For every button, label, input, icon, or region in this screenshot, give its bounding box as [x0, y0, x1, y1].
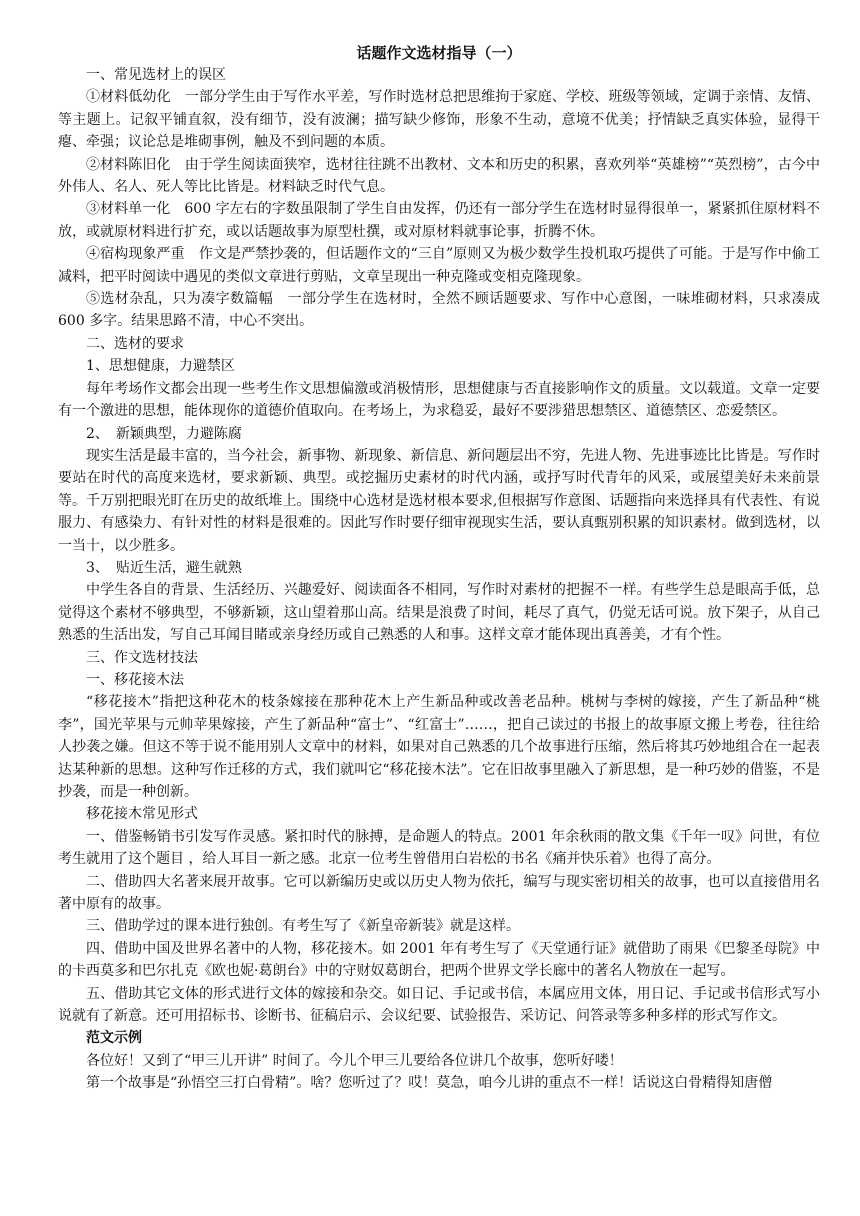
paragraph-form-5: 五、借助其它文体的形式进行文体的嫁接和杂交。如日记、手记或书信，本属应用文体，用日记、手记或书信形式写小说就有了新意。还可用招标书、诊断书、征稿启示、会议纪要、试验报告、采访记、问答录等多种多样的形式写作文。 — [58, 985, 820, 1025]
paragraph-mistake-3: ③材料单一化 600 字左右的字数虽限制了学生自由发挥，仍还有一部分学生在选材时显得很单一，紧紧抓住原材料不放，或就原材料进行扩充，或以话题故事为原型杜撰，或对原材料就事论事，折腾不休。 — [58, 201, 820, 240]
paragraph-example-1: 各位好！又到了“甲三儿开讲” 时间了。今儿个甲三儿要给各位讲几个故事，您听好喽！ — [86, 1052, 623, 1069]
paragraph-requirement-2: 现实生活是最丰富的，当今社会，新事物、新现象、新信息、新问题层出不穷，先进人物、先进事迹比比皆是。写作时要站在时代的高度来选材，要求新颖、典型。或挖掘历史素材的时代内涵，或抒写时代青年的风采，或展望美好未来前景等。千万别把眼光盯在历史的故纸堆上。围绕中心选材是选材根本要求,但根据写作意图、话题指向来选择具有代表性、有说服力、有感染力、有针对性的材料是很难的。因此写作时要仔细审视现实生活，要认真甄别积累的知识素材。做到选材，以一当十，以少胜多。 — [58, 447, 820, 554]
paragraph-mistake-2: ②材料陈旧化 由于学生阅读面狭窄，选材往往跳不出教材、文本和历史的积累，喜欢列举“英雄榜”“英烈榜”，古今中外伟人、名人、死人等比比皆是。材料缺乏时代气息。 — [58, 156, 820, 196]
paragraph-mistake-1: ①材料低幼化 一部分学生由于写作水平差，写作时选材总把思维拘于家庭、学校、班级等领域，定调于亲情、友情、等主题上。记叙平铺直叙，没有细节，没有波澜；描写缺少修饰，形象不生动，意境不优美；抒情缺乏真实体验，显得干瘪、牵强；议论总是堆砌事例，触及不到问题的本质。 — [58, 89, 820, 151]
paragraph-form-4: 四、借助中国及世界名著中的人物，移花接木。如 2001 年有考生写了《天堂通行证》就借助了雨果《巴黎圣母院》中的卡西莫多和巴尔扎克《欧也妮·葛朗台》中的守财奴葛朗台，把两个世界文学长廊中的著名人物放在一起写。 — [58, 940, 820, 980]
subheading-technique-1: 一、移花接木法 — [86, 671, 184, 688]
paragraph-mistake-4: ④宿构现象严重 作文是严禁抄袭的，但话题作文的“三自”原则又为极少数学生投机取巧提供了可能。于是写作中偷工减料，把平时阅读中遇见的类似文章进行剪贴，文章呈现出一种克隆或变相克隆现象。 — [58, 246, 820, 285]
subheading-common-forms: 移花接木常见形式 — [86, 806, 198, 823]
document-title: 话题作文选材指导（一） — [356, 44, 522, 62]
paragraph-form-3: 三、借助学过的课本进行独创。有考生写了《新皇帝新装》就是这样。 — [86, 918, 520, 935]
section-heading-1: 一、常见选材上的误区 — [86, 67, 226, 83]
subheading-requirement-1: 1、思想健康，力避禁区 — [86, 358, 235, 375]
section-heading-3: 三、作文选材技法 — [86, 649, 198, 666]
subheading-requirement-3: 3、 贴近生活，避生就熟 — [86, 559, 242, 576]
section-heading-2: 二、选材的要求 — [86, 335, 184, 352]
subheading-requirement-2: 2、 新颖典型，力避陈腐 — [86, 425, 242, 442]
subheading-example: 范文示例 — [86, 1030, 142, 1047]
paragraph-requirement-1: 每年考场作文都会出现一些考生作文思想偏激或消极情形，思想健康与否直接影响作文的质量。文以载道。文章一定要有一个激进的思想，能体现你的道德价值取向。在考场上，为求稳妥，最好不要涉猎思想禁区、道德禁区、恋爱禁区。 — [58, 380, 820, 420]
paragraph-requirement-3: 中学生各自的背景、生活经历、兴趣爱好、阅读面各不相同，写作时对素材的把握不一样。有些学生总是眼高手低，总觉得这个素材不够典型，不够新颖，这山望着那山高。结果是浪费了时间，耗尽了真气，仍觉无话可说。放下架子，从自己熟悉的生活出发，写自己耳闻目睹或亲身经历或自己熟悉的人和事。这样文章才能体现出真善美，才有个性。 — [58, 582, 820, 644]
document-page — [58, 42, 820, 1095]
paragraph-form-2: 二、借助四大名著来展开故事。它可以新编历史或以历史人物为依托，编写与现实密切相关的故事，也可以直接借用名著中原有的故事。 — [58, 873, 820, 913]
paragraph-mistake-5: ⑤选材杂乱，只为凑字数篇幅 一部分学生在选材时，全然不顾话题要求、写作中心意图，一味堆砌材料，只求凑成 600 多字。结果思路不清，中心不突出。 — [58, 291, 820, 330]
paragraph-form-1: 一、借鉴畅销书引发写作灵感。紧扣时代的脉搏，是命题人的特点。2001 年余秋雨的散文集《千年一叹》问世，有位考生就用了这个题目 ，给人耳目一新之感。北京一位考生曾借用白岩松的书名《痛并快乐着》也得了高分。 — [58, 828, 820, 868]
paragraph-example-2: 第一个故事是“孙悟空三打白骨精”。啥？您听过了？哎！莫急，咱今儿讲的重点不一样！话说这白骨精得知唐僧 — [86, 1075, 773, 1092]
paragraph-technique-1: “移花接木”指把这种花木的枝条嫁接在那种花木上产生新品种或改善老品种。桃树与李树的嫁接，产生了新品种“桃李”，国光苹果与元帅苹果嫁接，产生了新品种“富士”、“红富士”……，把自己读过的书报上的故事原文搬上考卷，往往给人抄袭之嫌。但这不等于说不能用别人文章中的材料，如果对自己熟悉的几个故事进行压缩，然后将其巧妙地组合在一起表达某种新的思想。这种写作迁移的方式，我们就叫它“移花接木法”。它在旧故事里融入了新思想，是一种巧妙的借鉴，不是抄袭，而是一种创新。 — [58, 694, 820, 800]
